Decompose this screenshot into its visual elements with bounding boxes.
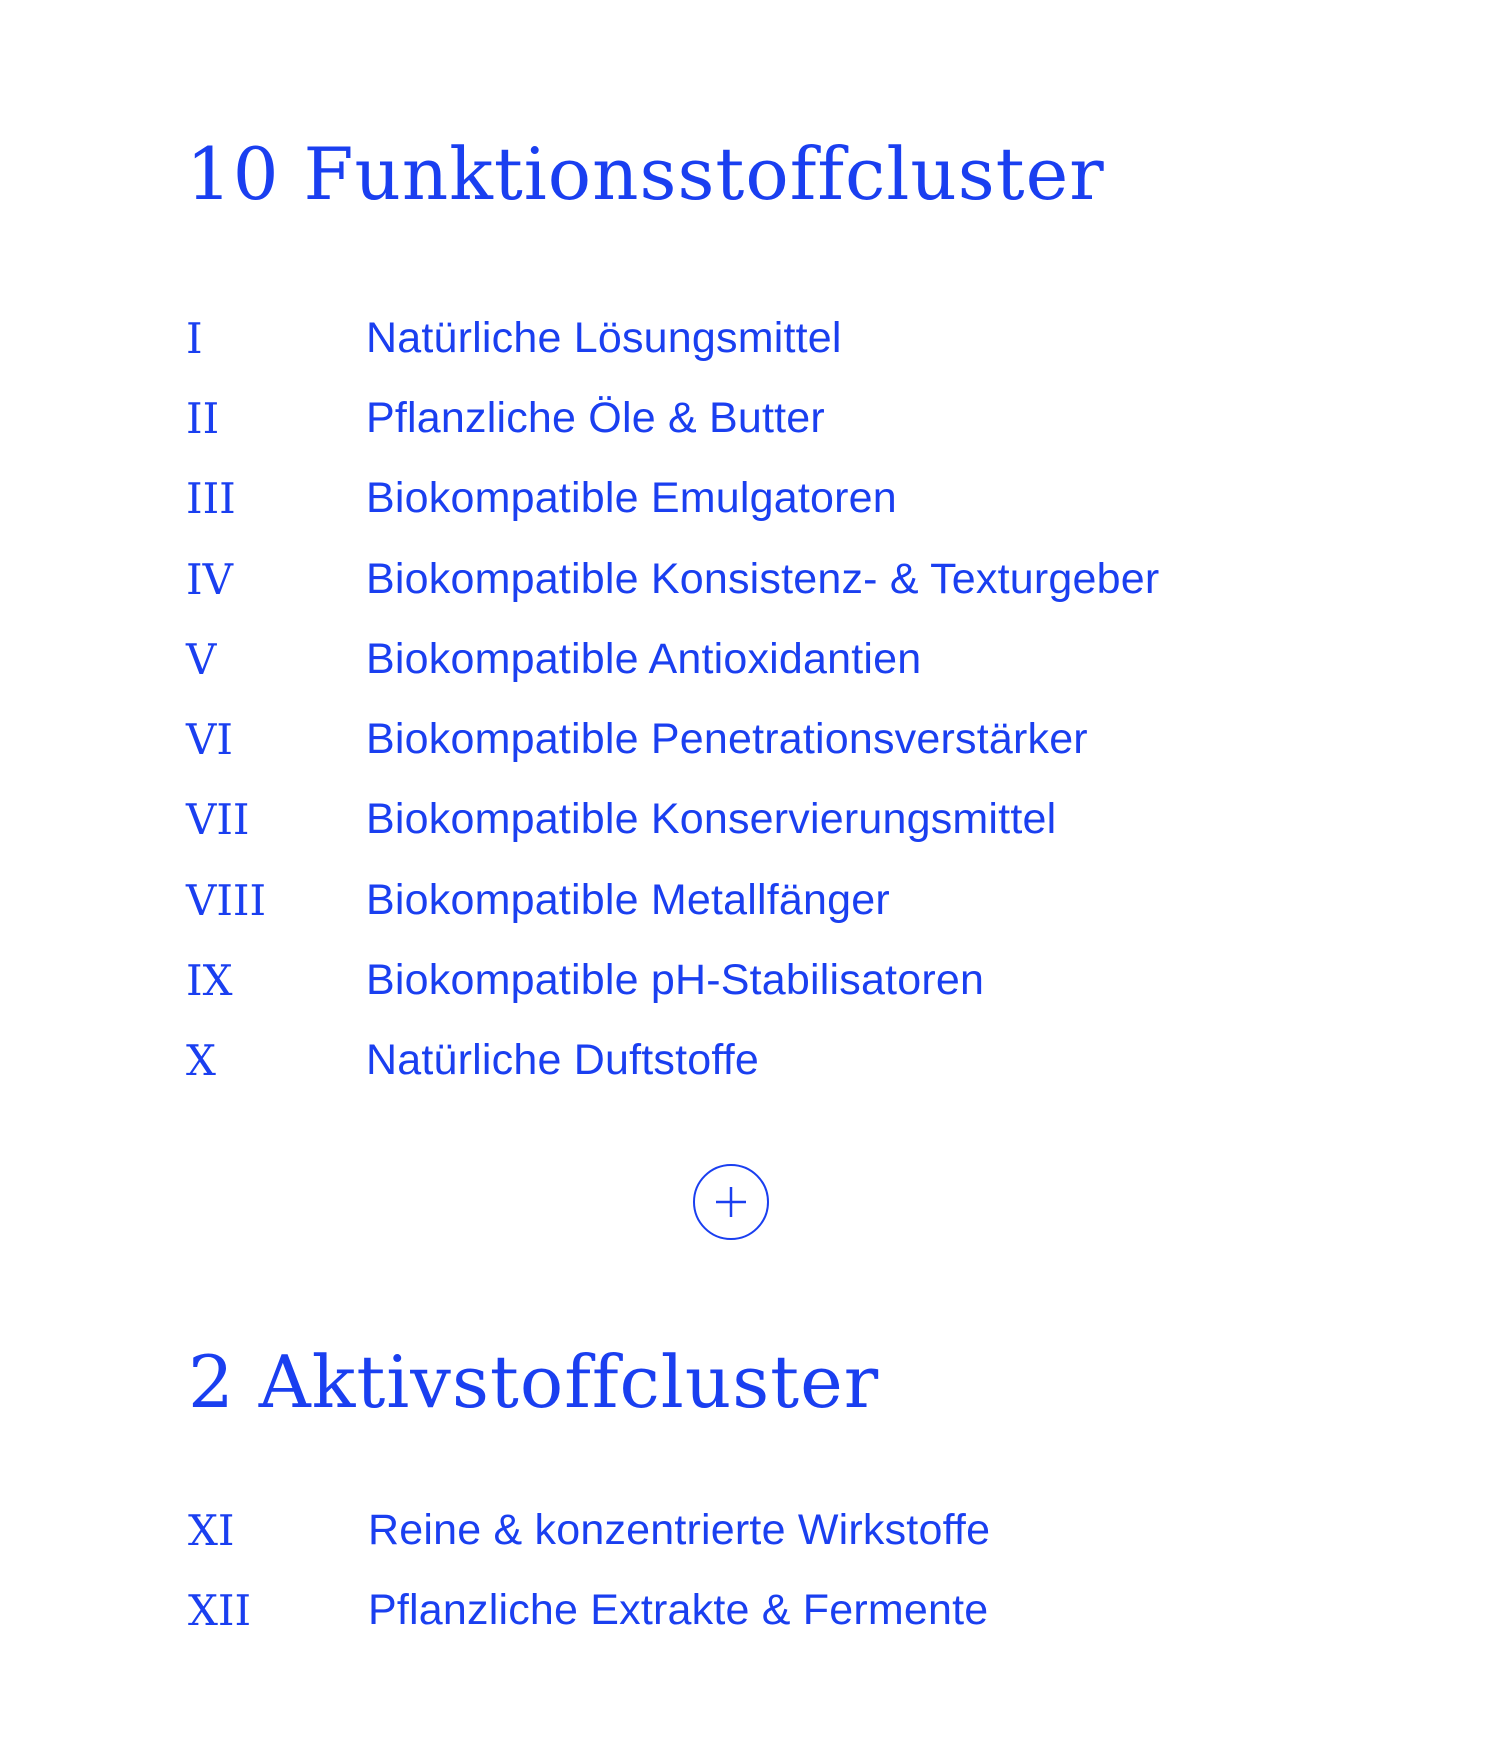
list-item-label: Natürliche Lösungsmittel bbox=[366, 313, 842, 362]
list-item-numeral: XII bbox=[188, 1585, 252, 1635]
list-item-numeral: VI bbox=[186, 715, 233, 765]
expand-button[interactable] bbox=[693, 1164, 769, 1240]
list-item-label: Biokompatible pH-Stabilisatoren bbox=[366, 956, 985, 1005]
section-title-aktivstoffcluster: 2 Aktivstoffcluster bbox=[188, 1340, 880, 1424]
list-item bbox=[188, 1490, 990, 1570]
list-item-label: Biokompatible Konsistenz- & Texturgeber bbox=[366, 554, 1160, 603]
list-item-label: Pflanzliche Öle & Butter bbox=[366, 393, 825, 442]
list-item-numeral: III bbox=[186, 474, 236, 524]
list-item-numeral: VIII bbox=[186, 875, 267, 925]
list-item bbox=[186, 539, 1159, 619]
aktivstoff-list bbox=[188, 1490, 990, 1650]
list-item bbox=[186, 1021, 1159, 1101]
list-item bbox=[186, 378, 1159, 458]
list-item-label: Biokompatible Emulgatoren bbox=[366, 474, 897, 523]
list-item bbox=[186, 780, 1159, 860]
list-item-numeral: II bbox=[186, 393, 220, 443]
plus-icon bbox=[713, 1184, 749, 1220]
list-item-numeral: IX bbox=[186, 956, 233, 1006]
list-item-label: Biokompatible Antioxidantien bbox=[366, 634, 922, 683]
list-item-label: Biokompatible Metallfänger bbox=[366, 875, 890, 924]
section-title-funktionsstoffcluster: 10 Funktionsstoffcluster bbox=[186, 132, 1105, 216]
list-item bbox=[186, 699, 1159, 779]
list-item-label: Biokompatible Konservierungsmittel bbox=[366, 795, 1057, 844]
list-item bbox=[186, 298, 1159, 378]
list-item-label: Natürliche Duftstoffe bbox=[366, 1036, 759, 1085]
list-item bbox=[186, 619, 1159, 699]
list-item-numeral: I bbox=[186, 313, 203, 363]
list-item-numeral: VII bbox=[186, 795, 250, 845]
list-item-label: Pflanzliche Extrakte & Fermente bbox=[368, 1585, 989, 1634]
list-item-numeral: X bbox=[186, 1036, 216, 1086]
list-item-label: Reine & konzentrierte Wirkstoffe bbox=[368, 1505, 991, 1554]
list-item bbox=[186, 860, 1159, 940]
list-item-numeral: XI bbox=[188, 1505, 235, 1555]
list-item bbox=[188, 1570, 990, 1650]
list-item bbox=[186, 459, 1159, 539]
list-item bbox=[186, 940, 1159, 1020]
list-item-numeral: IV bbox=[186, 554, 233, 604]
funktionsstoff-list bbox=[186, 298, 1159, 1101]
list-item-numeral: V bbox=[186, 634, 217, 684]
list-item-label: Biokompatible Penetrationsverstärker bbox=[366, 715, 1088, 764]
